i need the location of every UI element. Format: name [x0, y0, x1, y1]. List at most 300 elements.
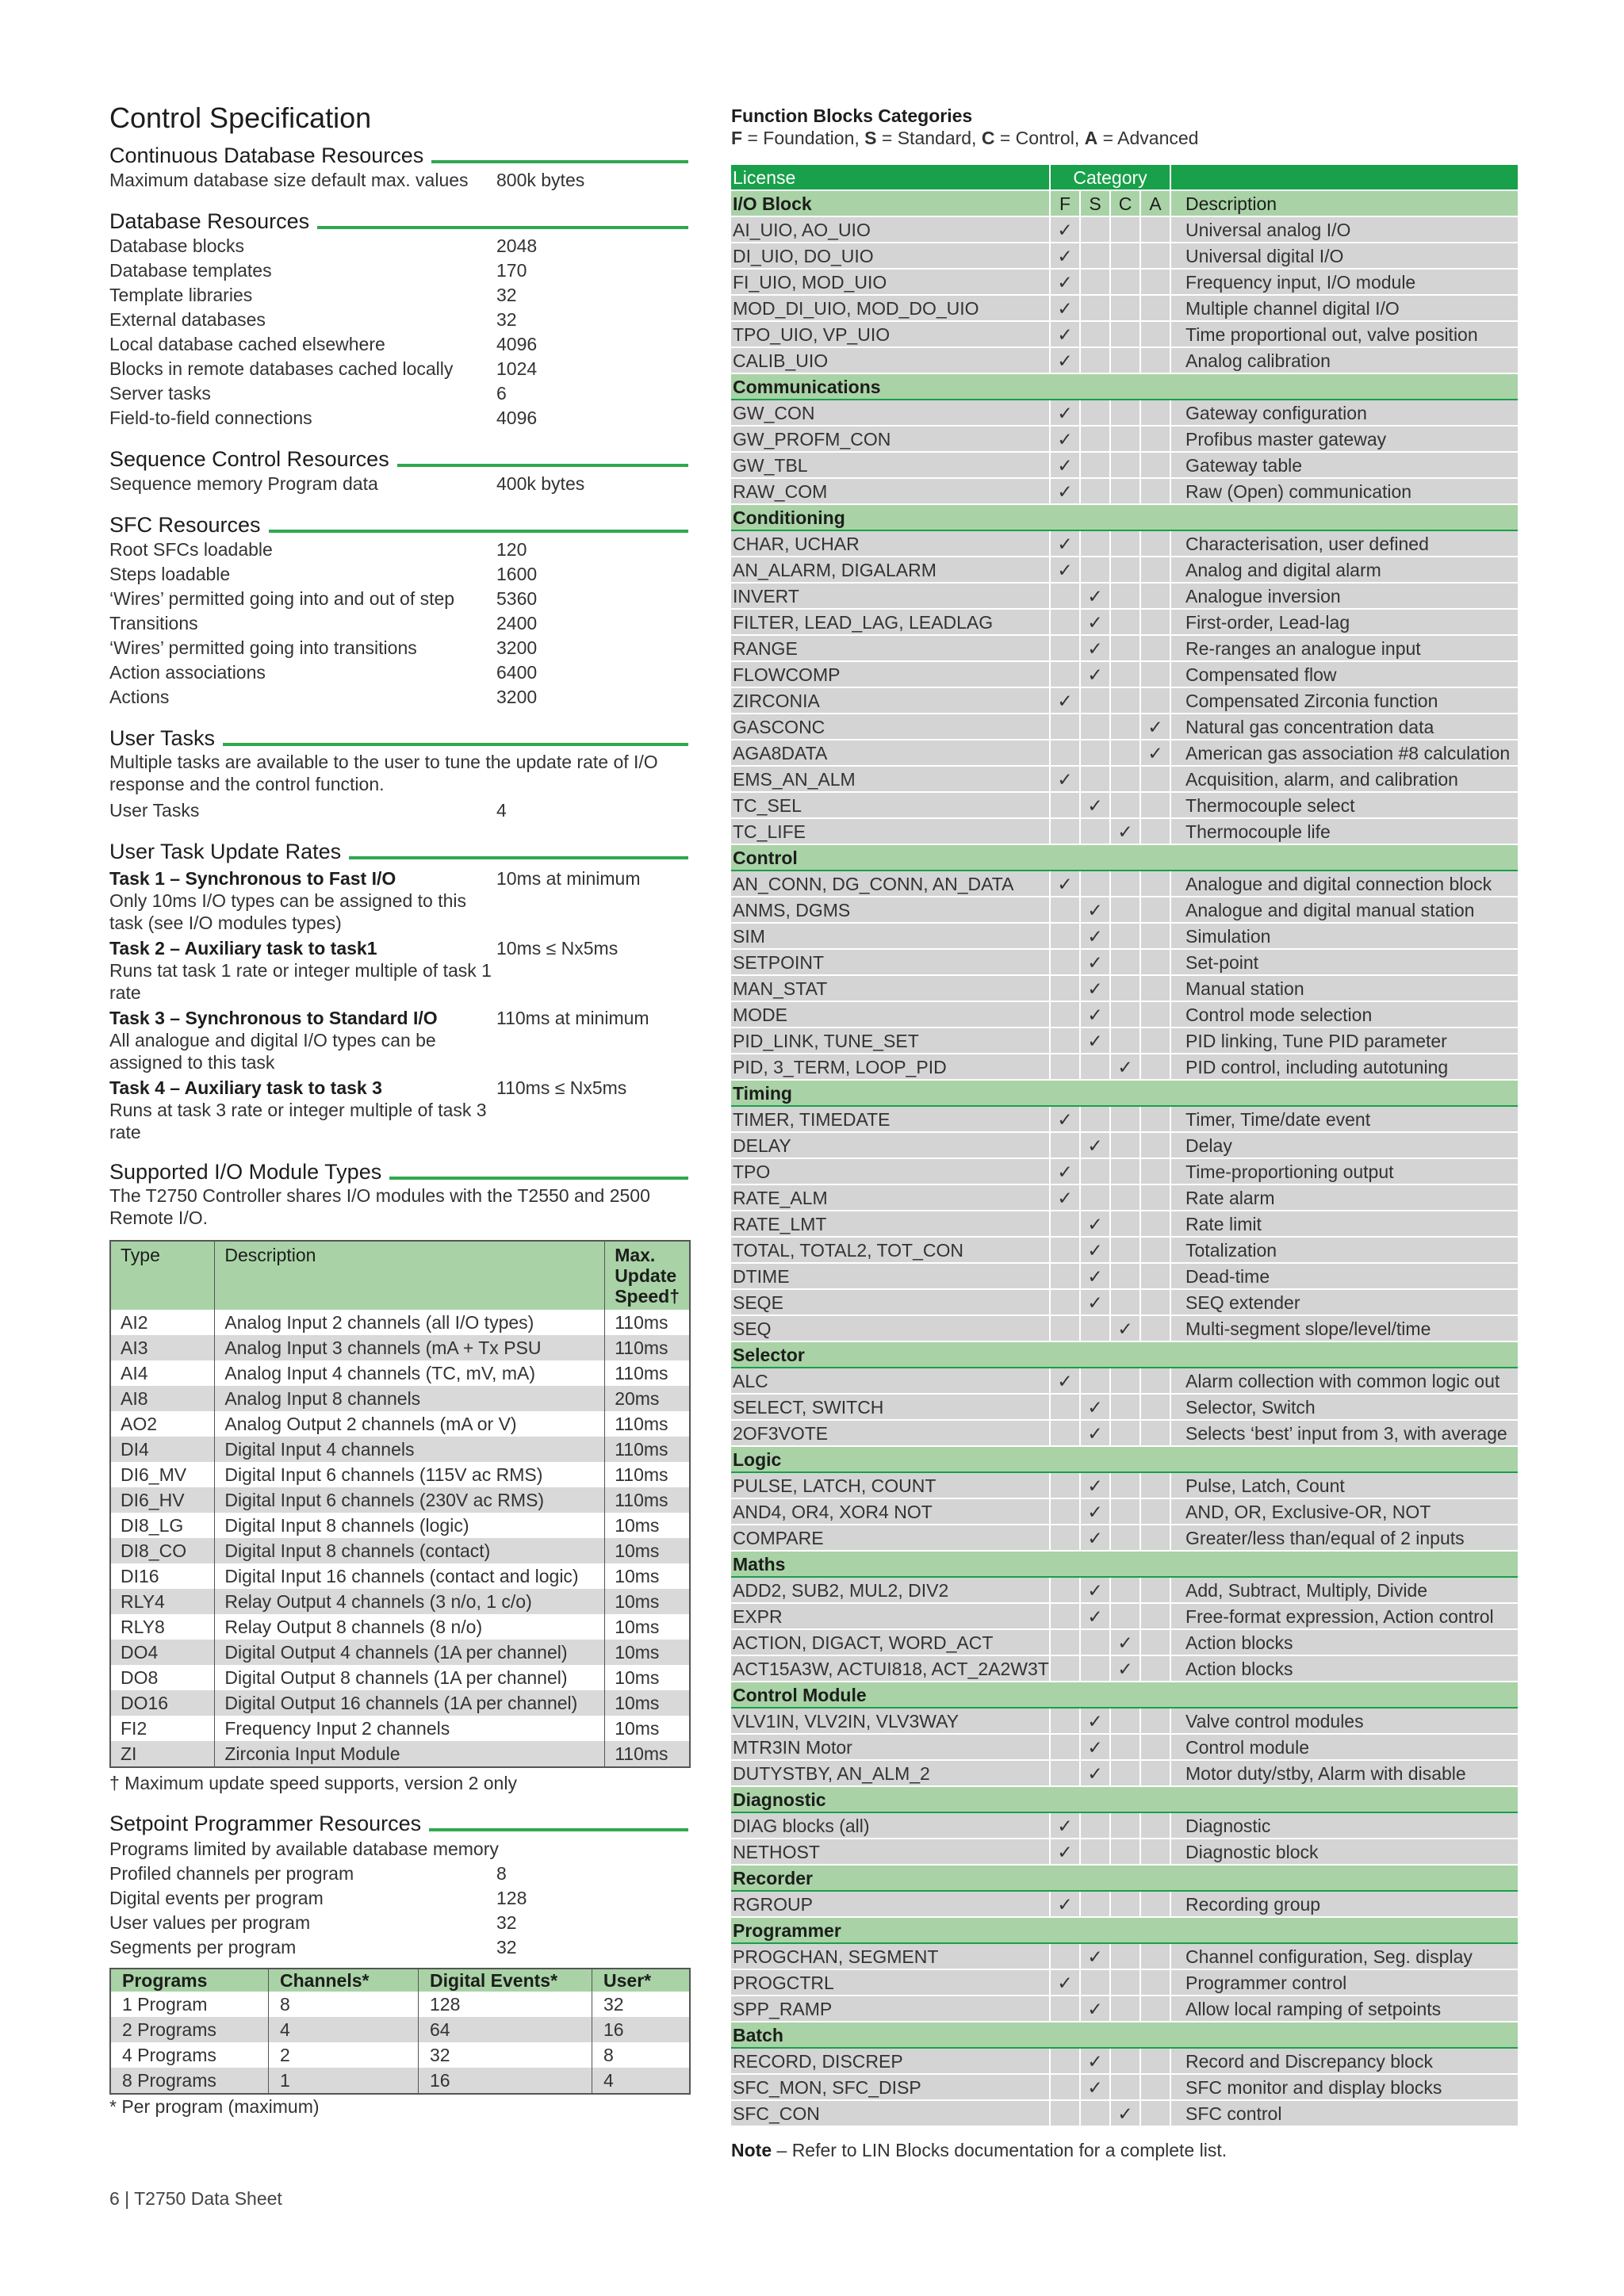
- category-f-cell: [1050, 2048, 1080, 2074]
- block-name: EXPR: [731, 1603, 1050, 1629]
- category-f-cell: [1050, 1891, 1080, 1917]
- module-description: Analog Input 8 channels: [215, 1386, 605, 1411]
- table-row: [110, 1487, 690, 1513]
- spec-label: Action associations: [109, 662, 266, 683]
- block-description: Thermocouple life: [1170, 818, 1518, 844]
- category-s-cell: [1080, 243, 1110, 269]
- category-c-cell: [1110, 478, 1140, 504]
- legend-c-text: = Control,: [994, 128, 1085, 148]
- spec-row: [109, 685, 688, 710]
- table-row: [731, 216, 1518, 243]
- category-s-cell: [1080, 1027, 1110, 1054]
- module-speed: 110ms: [605, 1437, 690, 1462]
- module-description: Digital Input 8 channels (contact): [215, 1538, 605, 1563]
- category-c-cell: [1110, 897, 1140, 923]
- block-name: PID_LINK, TUNE_SET: [731, 1027, 1050, 1054]
- category-f-cell: [1050, 635, 1080, 661]
- category-f-cell: [1050, 1158, 1080, 1184]
- category-s-cell: [1080, 949, 1110, 975]
- check-icon: ✓: [1087, 1292, 1103, 1313]
- task-item: [109, 1007, 688, 1073]
- legend-c: C: [981, 128, 995, 148]
- page-footer: 6 | T2750 Data Sheet: [109, 2188, 282, 2209]
- category-s-cell: [1080, 635, 1110, 661]
- group-name: Logic: [731, 1446, 1518, 1472]
- section-rule: [429, 1828, 688, 1831]
- group-name: Selector: [731, 1341, 1518, 1368]
- category-f-cell: [1050, 1498, 1080, 1525]
- category-a-cell: [1140, 1001, 1170, 1027]
- module-speed: 20ms: [605, 1386, 690, 1411]
- module-speed: 10ms: [605, 1716, 690, 1741]
- sfc-list: [109, 538, 688, 710]
- category-f-cell: [1050, 1525, 1080, 1551]
- table-row: [110, 1538, 690, 1563]
- block-name: PID, 3_TERM, LOOP_PID: [731, 1054, 1050, 1080]
- spec-label: User values per program: [109, 1912, 311, 1933]
- block-name: SEQ: [731, 1315, 1050, 1341]
- spec-row: [109, 660, 688, 685]
- block-description: Simulation: [1170, 923, 1518, 949]
- module-type: AI2: [121, 1312, 148, 1333]
- module-type: DO16: [110, 1690, 215, 1716]
- group-header-row: [731, 1682, 1518, 1708]
- category-a-cell: [1140, 1211, 1170, 1237]
- table-row: [731, 949, 1518, 975]
- module-type: DI8_CO: [110, 1538, 215, 1563]
- sp-header-user: User*: [592, 1969, 691, 1992]
- category-c-cell: [1110, 1368, 1140, 1394]
- check-icon: ✓: [1087, 1475, 1103, 1496]
- spec-row: [109, 611, 688, 636]
- check-icon: ✓: [1057, 1108, 1073, 1130]
- table-row: [731, 1996, 1518, 2022]
- category-a-cell: [1140, 452, 1170, 478]
- module-type: FI2: [121, 1718, 147, 1739]
- table-row: [731, 871, 1518, 897]
- category-s-cell: [1080, 1368, 1110, 1394]
- programs-cell: 8 Programs: [110, 2068, 269, 2094]
- category-a-cell: [1140, 321, 1170, 347]
- category-a-cell: [1140, 1472, 1170, 1498]
- module-speed: 110ms: [605, 1335, 690, 1360]
- category-c-cell: [1110, 1812, 1140, 1839]
- category-s-cell: [1080, 897, 1110, 923]
- category-f-cell: [1050, 609, 1080, 635]
- block-name: SFC_MON, SFC_DISP: [731, 2074, 1050, 2100]
- category-a-cell: [1140, 400, 1170, 426]
- module-type: DO8: [121, 1667, 159, 1688]
- category-f-cell: [1050, 583, 1080, 609]
- category-a-cell: [1140, 1158, 1170, 1184]
- block-name: RGROUP: [731, 1891, 1050, 1917]
- programs-cell: 1 Program: [122, 1994, 208, 2015]
- spec-label: Template libraries: [109, 285, 253, 305]
- category-a-cell: [1140, 1577, 1170, 1603]
- block-name: RATE_ALM: [731, 1184, 1050, 1211]
- module-description: Digital Input 4 channels: [215, 1437, 605, 1462]
- spec-value: 8: [496, 1863, 507, 1884]
- block-name: ADD2, SUB2, MUL2, DIV2: [731, 1577, 1050, 1603]
- io-header-speed: Max. Update Speed†: [605, 1241, 690, 1310]
- spec-row: [109, 587, 688, 611]
- module-speed: 10ms: [605, 1513, 690, 1538]
- section-title: SFC Resources: [109, 513, 261, 537]
- check-icon: ✓: [1087, 1422, 1103, 1444]
- category-f-cell: [1050, 1394, 1080, 1420]
- spec-value: 120: [496, 539, 527, 560]
- group-name: Communications: [731, 373, 1518, 400]
- category-f-cell: [1050, 1708, 1080, 1734]
- table-row: [731, 1027, 1518, 1054]
- module-type: DI4: [110, 1437, 215, 1462]
- block-name: TC_SEL: [731, 792, 1050, 818]
- category-f-cell: [1050, 1655, 1080, 1682]
- category-s-cell: [1080, 1237, 1110, 1263]
- section-rule: [349, 856, 688, 859]
- group-header-row: [731, 2022, 1518, 2048]
- io-module-table: [109, 1240, 691, 1768]
- spec-value: 128: [496, 1888, 527, 1908]
- category-c-cell: [1110, 1498, 1140, 1525]
- table-row: [110, 1411, 690, 1437]
- module-description: Digital Input 6 channels (230V ac RMS): [215, 1487, 605, 1513]
- category-s-cell: [1080, 1315, 1110, 1341]
- category-s-cell: [1080, 557, 1110, 583]
- table-row: [731, 1132, 1518, 1158]
- check-icon: ✓: [1117, 821, 1133, 842]
- category-s-cell: [1080, 1655, 1110, 1682]
- category-c-cell: [1110, 1996, 1140, 2022]
- block-name: MOD_DI_UIO, MOD_DO_UIO: [731, 295, 1050, 321]
- category-c-cell: [1110, 1237, 1140, 1263]
- category-f-cell: [1050, 1603, 1080, 1629]
- category-s-cell: [1080, 766, 1110, 792]
- block-name: TPO_UIO, VP_UIO: [731, 321, 1050, 347]
- table-row: [110, 1386, 690, 1411]
- check-icon: ✓: [1087, 611, 1103, 633]
- module-description: Zirconia Input Module: [215, 1741, 605, 1767]
- check-icon: ✓: [1087, 1762, 1103, 1784]
- spec-label: Database blocks: [109, 235, 245, 256]
- table-row: [110, 1310, 690, 1335]
- spec-row: [109, 258, 688, 283]
- category-f-cell: [1050, 2074, 1080, 2100]
- table-row: [731, 635, 1518, 661]
- module-type: AI8: [110, 1386, 215, 1411]
- spec-row: [109, 283, 688, 308]
- license-fill: [1170, 165, 1518, 190]
- group-header-row: [731, 373, 1518, 400]
- category-c-cell: [1110, 1263, 1140, 1289]
- module-description: Digital Output 16 channels (1A per channel): [215, 1690, 605, 1716]
- check-icon: ✓: [1087, 1998, 1103, 2019]
- category-f-cell: [1050, 400, 1080, 426]
- module-description: Digital Output 8 channels (1A per channel): [215, 1665, 605, 1690]
- task-list: [109, 867, 688, 1143]
- spec-label: External databases: [109, 309, 266, 330]
- block-description: Profibus master gateway: [1170, 426, 1518, 452]
- table-row: [731, 295, 1518, 321]
- block-description: SFC control: [1170, 2100, 1518, 2126]
- module-speed: 10ms: [605, 1589, 690, 1614]
- category-a-cell: [1140, 243, 1170, 269]
- check-icon: ✓: [1057, 428, 1073, 450]
- spec-value: 170: [496, 260, 527, 281]
- table-row: [731, 243, 1518, 269]
- description-header: Description: [1170, 190, 1518, 216]
- category-c-cell: [1110, 818, 1140, 844]
- module-description: Digital Input 6 channels (115V ac RMS): [215, 1462, 605, 1487]
- category-c-cell: [1110, 2048, 1140, 2074]
- category-f-cell: [1050, 949, 1080, 975]
- block-description: Analog calibration: [1170, 347, 1518, 373]
- task-item: [109, 867, 688, 934]
- category-a-cell: [1140, 1655, 1170, 1682]
- check-icon: ✓: [1057, 768, 1073, 790]
- table-row: [731, 1106, 1518, 1132]
- category-a-cell: [1140, 714, 1170, 740]
- category-c-cell: [1110, 1001, 1140, 1027]
- category-f-cell: [1050, 792, 1080, 818]
- io-header-type: Type: [110, 1241, 215, 1310]
- group-header-row: [731, 1865, 1518, 1891]
- category-f-cell: [1050, 321, 1080, 347]
- block-description: American gas association #8 calculation: [1170, 740, 1518, 766]
- spec-label: Maximum database size default max. values: [109, 170, 469, 190]
- category-c-cell: [1110, 661, 1140, 687]
- block-description: Frequency input, I/O module: [1170, 269, 1518, 295]
- table-row: [731, 1472, 1518, 1498]
- category-f-cell: [1050, 871, 1080, 897]
- module-description: Frequency Input 2 channels: [215, 1716, 605, 1741]
- table-row: [731, 1603, 1518, 1629]
- block-description: Programmer control: [1170, 1969, 1518, 1996]
- check-icon: ✓: [1087, 951, 1103, 973]
- category-a-cell: [1140, 1132, 1170, 1158]
- category-s-cell: [1080, 1629, 1110, 1655]
- cat-header-s: S: [1080, 190, 1110, 216]
- category-c-cell: [1110, 1158, 1140, 1184]
- category-f-cell: [1050, 766, 1080, 792]
- block-description: Rate alarm: [1170, 1184, 1518, 1211]
- category-c-cell: [1110, 766, 1140, 792]
- block-description: SEQ extender: [1170, 1289, 1518, 1315]
- table-row: [110, 2017, 690, 2042]
- block-name: RATE_LMT: [731, 1211, 1050, 1237]
- category-label: Category: [1050, 165, 1170, 190]
- check-icon: ✓: [1087, 2050, 1103, 2072]
- spec-row: [109, 406, 688, 430]
- table-row: [731, 1812, 1518, 1839]
- category-f-cell: [1050, 740, 1080, 766]
- category-s-cell: [1080, 1132, 1110, 1158]
- category-s-cell: [1080, 1577, 1110, 1603]
- module-description: Digital Output 4 channels (1A per channel): [215, 1640, 605, 1665]
- category-a-cell: [1140, 1054, 1170, 1080]
- category-s-cell: [1080, 478, 1110, 504]
- module-speed: 110ms: [605, 1487, 690, 1513]
- category-c-cell: [1110, 740, 1140, 766]
- module-type: DO4: [110, 1640, 215, 1665]
- sp-header-events: Digital Events*: [419, 1969, 592, 1992]
- io-footnote: † Maximum update speed supports, version 2 only: [109, 1773, 517, 1793]
- category-f-cell: [1050, 1237, 1080, 1263]
- module-speed: 110ms: [605, 1411, 690, 1437]
- table-row: [731, 1525, 1518, 1551]
- task-title: Task 3 – Synchronous to Standard I/O: [109, 1008, 438, 1028]
- user-tasks-text: Multiple tasks are available to the user to tune the update rate of I/O response and the control function.: [109, 752, 658, 794]
- block-name: PULSE, LATCH, COUNT: [731, 1472, 1050, 1498]
- module-speed: 110ms: [605, 1310, 690, 1335]
- table-row: [110, 1335, 690, 1360]
- category-f-cell: [1050, 216, 1080, 243]
- table-row: [731, 557, 1518, 583]
- block-description: Manual station: [1170, 975, 1518, 1001]
- section-title: Sequence Control Resources: [109, 447, 389, 471]
- category-a-cell: [1140, 1184, 1170, 1211]
- check-icon: ✓: [1117, 1056, 1133, 1077]
- category-s-cell: [1080, 609, 1110, 635]
- category-a-cell: [1140, 1603, 1170, 1629]
- events-cell: 16: [419, 2068, 592, 2094]
- category-a-cell: [1140, 897, 1170, 923]
- category-c-cell: [1110, 1943, 1140, 1969]
- category-s-cell: [1080, 1211, 1110, 1237]
- category-f-cell: [1050, 1734, 1080, 1760]
- section-rule: [269, 530, 688, 533]
- block-description: Raw (Open) communication: [1170, 478, 1518, 504]
- category-s-cell: [1080, 923, 1110, 949]
- check-icon: ✓: [1057, 1972, 1073, 1993]
- group-header-row: [731, 1551, 1518, 1577]
- category-a-cell: [1140, 1760, 1170, 1786]
- category-f-cell: [1050, 295, 1080, 321]
- category-c-cell: [1110, 557, 1140, 583]
- category-s-cell: [1080, 1001, 1110, 1027]
- table-row: [110, 1690, 690, 1716]
- right-column: [731, 105, 1518, 2162]
- block-name: SFC_CON: [731, 2100, 1050, 2126]
- category-f-cell: [1050, 975, 1080, 1001]
- module-type: AO2: [121, 1414, 158, 1434]
- category-f-cell: [1050, 530, 1080, 557]
- check-icon: ✓: [1057, 402, 1073, 423]
- module-description: Digital Input 8 channels (logic): [215, 1513, 605, 1538]
- category-s-cell: [1080, 426, 1110, 452]
- block-name: MAN_STAT: [731, 975, 1050, 1001]
- spec-label: User Tasks: [109, 800, 200, 821]
- category-s-cell: [1080, 1839, 1110, 1865]
- section-title: User Task Update Rates: [109, 840, 342, 863]
- category-f-cell: [1050, 2100, 1080, 2126]
- spec-label: Root SFCs loadable: [109, 539, 273, 560]
- category-f-cell: [1050, 661, 1080, 687]
- category-a-cell: [1140, 1106, 1170, 1132]
- check-icon: ✓: [1087, 1135, 1103, 1156]
- block-name: DELAY: [731, 1132, 1050, 1158]
- spec-value: 6400: [496, 662, 538, 683]
- channels-cell: 2: [269, 2042, 419, 2068]
- check-icon: ✓: [1147, 716, 1163, 737]
- spec-label: Digital events per program: [109, 1888, 324, 1908]
- block-description: Add, Subtract, Multiply, Divide: [1170, 1577, 1518, 1603]
- category-c-cell: [1110, 426, 1140, 452]
- block-description: Free-format expression, Action control: [1170, 1603, 1518, 1629]
- table-row: [731, 1211, 1518, 1237]
- continuous-db-heading: [109, 143, 688, 168]
- spec-value: 2400: [496, 613, 538, 633]
- spec-value: 800k bytes: [496, 170, 585, 190]
- category-s-cell: [1080, 661, 1110, 687]
- block-description: Time proportional out, valve position: [1170, 321, 1518, 347]
- io-modules-text: The T2750 Controller shares I/O modules with the T2550 and 2500 Remote I/O.: [109, 1185, 650, 1228]
- block-description: Action blocks: [1170, 1655, 1518, 1682]
- table-row: [731, 1420, 1518, 1446]
- check-icon: ✓: [1057, 271, 1073, 293]
- check-icon: ✓: [1087, 2076, 1103, 2098]
- table-row: [731, 1289, 1518, 1315]
- spec-value: 4: [496, 800, 507, 821]
- check-icon: ✓: [1057, 1815, 1073, 1836]
- table-row: [110, 1665, 690, 1690]
- category-c-cell: [1110, 1734, 1140, 1760]
- check-icon: ✓: [1087, 1579, 1103, 1601]
- spec-row: [109, 308, 688, 332]
- block-description: Acquisition, alarm, and calibration: [1170, 766, 1518, 792]
- category-s-cell: [1080, 1760, 1110, 1786]
- category-a-cell: [1140, 426, 1170, 452]
- spec-value: 32: [496, 309, 517, 330]
- category-s-cell: [1080, 1969, 1110, 1996]
- category-a-cell: [1140, 687, 1170, 714]
- check-icon: ✓: [1057, 1893, 1073, 1915]
- block-name: NETHOST: [731, 1839, 1050, 1865]
- module-type: DI6_HV: [110, 1487, 215, 1513]
- spec-row: [109, 472, 688, 496]
- table-row: [731, 478, 1518, 504]
- spec-label: Profiled channels per program: [109, 1863, 354, 1884]
- block-description: Compensated Zirconia function: [1170, 687, 1518, 714]
- block-description: Multi-segment slope/level/time: [1170, 1315, 1518, 1341]
- category-c-cell: [1110, 243, 1140, 269]
- group-name: Control: [731, 844, 1518, 871]
- spec-label: ‘Wires’ permitted going into transitions: [109, 637, 417, 658]
- category-a-cell: [1140, 295, 1170, 321]
- block-name: AGA8DATA: [731, 740, 1050, 766]
- category-c-cell: [1110, 1577, 1140, 1603]
- category-s-cell: [1080, 975, 1110, 1001]
- module-type: RLY8: [121, 1617, 165, 1637]
- table-row: [731, 2074, 1518, 2100]
- section-rule: [317, 226, 688, 229]
- category-s-cell: [1080, 1472, 1110, 1498]
- block-name: DTIME: [731, 1263, 1050, 1289]
- spec-value: 3200: [496, 687, 538, 707]
- category-a-cell: [1140, 661, 1170, 687]
- check-icon: ✓: [1057, 690, 1073, 711]
- block-name: DI_UIO, DO_UIO: [731, 243, 1050, 269]
- block-description: Diagnostic: [1170, 1812, 1518, 1839]
- user-tasks-list: [109, 798, 688, 823]
- table-row: [731, 609, 1518, 635]
- category-s-cell: [1080, 321, 1110, 347]
- check-icon: ✓: [1087, 899, 1103, 920]
- category-a-cell: [1140, 1237, 1170, 1263]
- category-s-cell: [1080, 1289, 1110, 1315]
- category-c-cell: [1110, 216, 1140, 243]
- module-speed: 10ms: [605, 1614, 690, 1640]
